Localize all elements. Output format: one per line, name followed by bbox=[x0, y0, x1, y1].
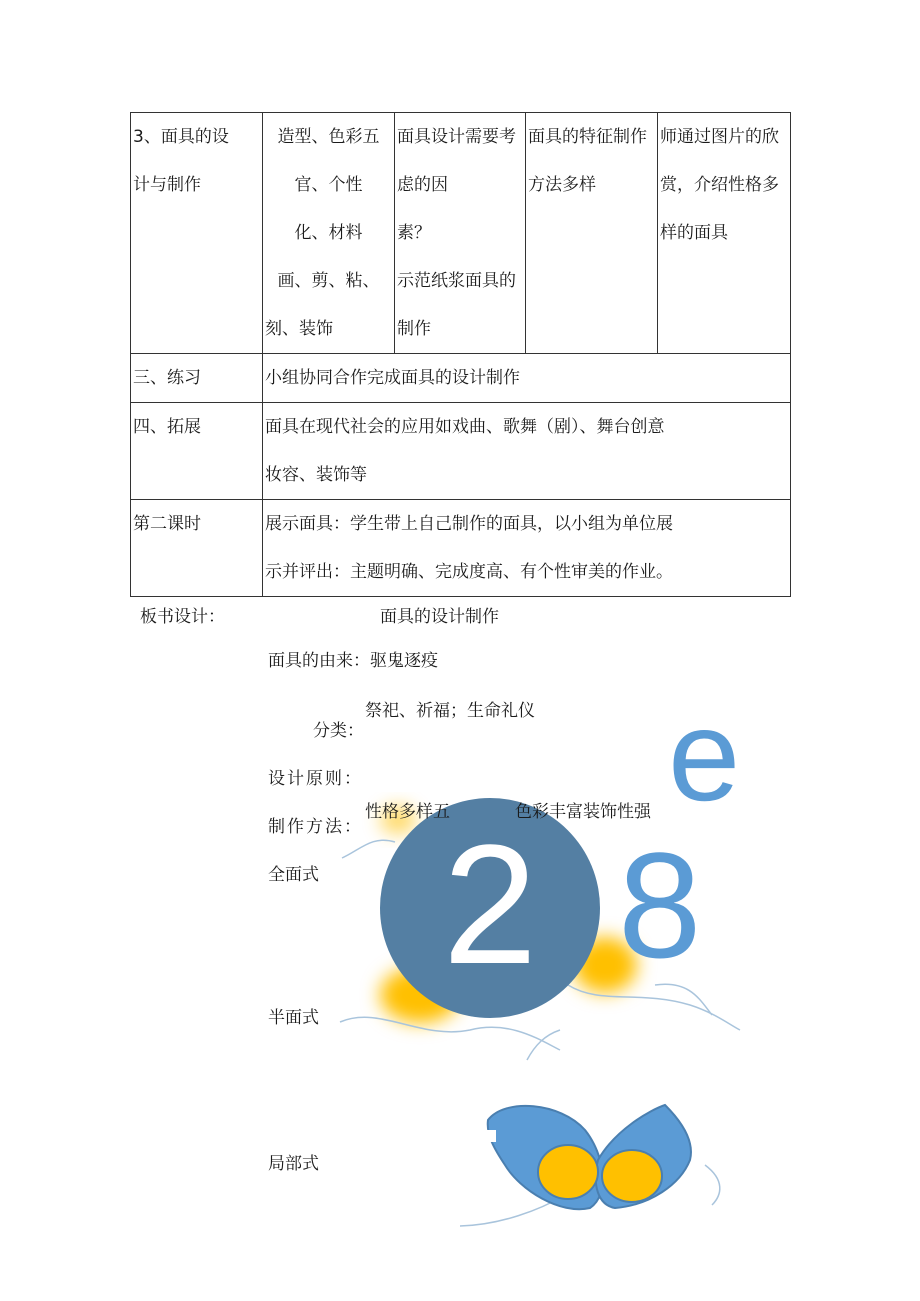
content-line: 官、个性 bbox=[294, 175, 363, 195]
mask-notch bbox=[482, 1130, 496, 1142]
board-category-values: 祭祀、祈福；生命礼仪 bbox=[365, 701, 535, 721]
board-label: 板书设计： bbox=[140, 607, 225, 627]
board-type-half: 半面式 bbox=[268, 1008, 319, 1028]
second-lesson-label: 第二课时 bbox=[131, 500, 263, 597]
board-method-label: 制作方法： bbox=[268, 817, 363, 837]
practice-content: 小组协同合作完成面具的设计制作 bbox=[263, 354, 791, 403]
extend-label: 四、拓展 bbox=[131, 403, 263, 500]
content-line: 化、材料 bbox=[294, 223, 363, 243]
student-line: 面具的特征制作 bbox=[528, 127, 647, 147]
student-line: 方法多样 bbox=[528, 175, 596, 195]
string-line bbox=[340, 1017, 560, 1050]
string-line bbox=[705, 1165, 720, 1205]
teacher-line: 赏，介绍性格多 bbox=[660, 175, 779, 195]
teacher-line: 样的面具 bbox=[660, 223, 728, 243]
stage-line: 计与制作 bbox=[133, 175, 201, 195]
board-principle-values-2: 色彩丰富装饰性强 bbox=[515, 802, 651, 822]
board-principle-label: 设计原则： bbox=[268, 769, 363, 789]
practice-label: 三、练习 bbox=[131, 354, 263, 403]
second-lesson-line: 示并评出：主题明确、完成度高、有个性审美的作业。 bbox=[265, 562, 673, 582]
teacher-line: 师通过图片的欣 bbox=[660, 127, 779, 147]
extend-line: 妆容、装饰等 bbox=[265, 465, 367, 485]
question-line: 示范纸浆面具的 bbox=[397, 271, 516, 291]
board-principle-values: 性格多样五 bbox=[365, 802, 450, 822]
question-line: 面具设计需要考 bbox=[397, 127, 516, 147]
question-line: 虑的因 bbox=[397, 175, 448, 195]
question-line: 素？ bbox=[397, 223, 431, 243]
digit-eight: 8 bbox=[618, 821, 702, 989]
board-title: 面具的设计制作 bbox=[380, 607, 499, 627]
board-type-full: 全面式 bbox=[268, 865, 319, 885]
mask-right-eye bbox=[602, 1150, 662, 1202]
extend-line: 面具在现代社会的应用如戏曲、歌舞（剧）、舞台创意 bbox=[265, 417, 665, 437]
second-lesson-line: 展示面具：学生带上自己制作的面具，以小组为单位展 bbox=[265, 514, 673, 534]
content-line: 造型、色彩五 bbox=[277, 127, 380, 147]
board-type-partial: 局部式 bbox=[268, 1154, 319, 1174]
board-category-label: 分类： bbox=[313, 721, 364, 741]
question-line: 制作 bbox=[397, 319, 431, 339]
board-origin: 面具的由来：驱鬼逐疫 bbox=[268, 651, 438, 671]
stage-line: 3、面具的设 bbox=[133, 127, 229, 147]
circle-number: 2 bbox=[442, 810, 538, 1000]
content-line: 刻、装饰 bbox=[265, 319, 333, 339]
mask-left-eye bbox=[538, 1145, 598, 1199]
string-line bbox=[527, 1030, 560, 1060]
letter-e: e bbox=[668, 682, 741, 828]
content-line: 画、剪、粘、 bbox=[277, 271, 380, 291]
